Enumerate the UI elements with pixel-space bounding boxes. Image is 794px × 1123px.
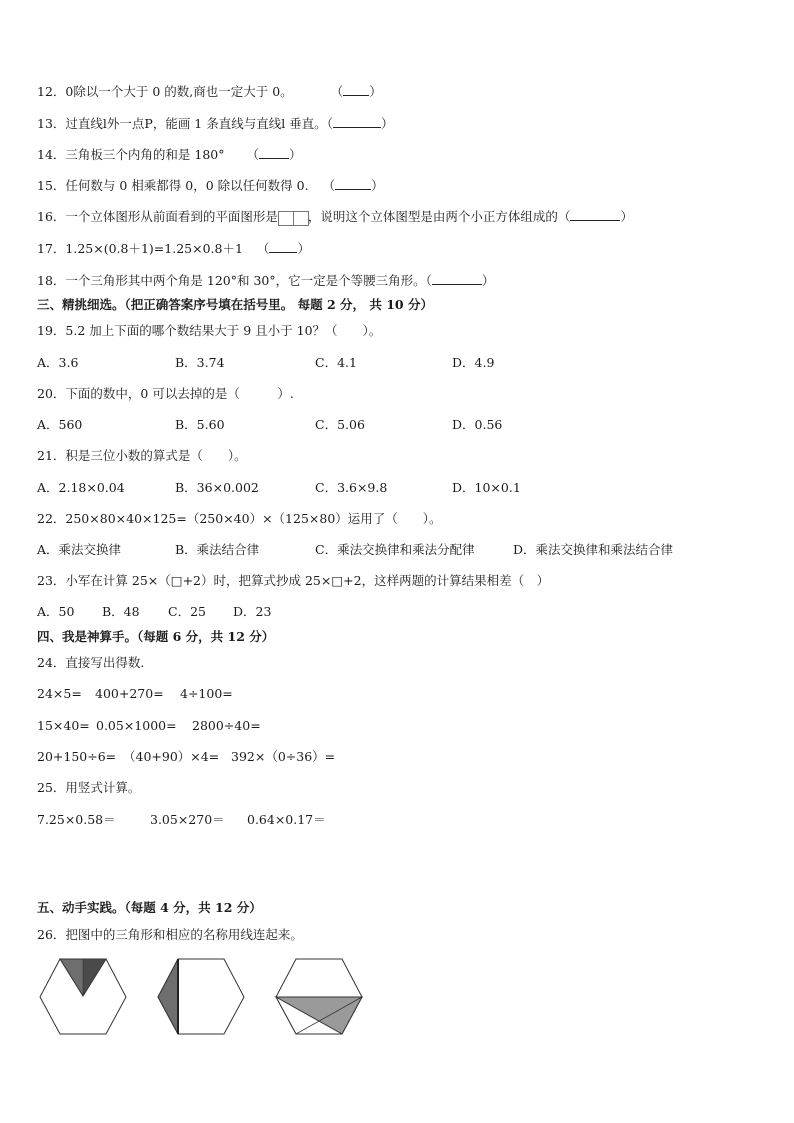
section-4-title: 四、我是神算手。（每题 6 分，共 12 分） — [37, 629, 275, 644]
answer-blank-17[interactable] — [269, 240, 297, 253]
vertical-calc-item: 7.25×0.58＝ — [37, 812, 116, 827]
answer-blank-13[interactable] — [333, 115, 381, 128]
vertical-calc-item: 3.05×270＝ — [150, 812, 225, 827]
option-c[interactable]: C．4.1 — [315, 355, 357, 370]
calc-item: 2800÷40= — [192, 718, 261, 733]
calc-row-1 — [37, 686, 757, 702]
question-17-text: 17．1.25×(0.8＋1)=1.25×0.8＋1 — [37, 241, 243, 256]
question-17: 17．1.25×(0.8＋1)=1.25×0.8＋1 （ ） — [37, 241, 310, 256]
vertical-calc-row — [37, 812, 757, 828]
question-23: 23．小军在计算 25×（□+2）时，把算式抄成 25×□+2，这样两题的计算结果相差（ ） — [37, 573, 550, 588]
calc-row-2 — [37, 718, 757, 734]
question-16-text-before: 16．一个立体图形从前面看到的平面图形是 — [37, 209, 278, 224]
calc-item: （40+90）×4= — [123, 749, 220, 764]
question-24: 24．直接写出得数. — [37, 655, 145, 670]
option-a[interactable]: A．2.18×0.04 — [37, 480, 125, 495]
option-a[interactable]: A．3.6 — [37, 355, 79, 370]
option-a[interactable]: A．560 — [37, 417, 83, 432]
option-b[interactable]: B．36×0.002 — [175, 480, 259, 495]
question-13-text: 13．过直线l外一点P，能画 1 条直线与直线l 垂直。 — [37, 116, 327, 131]
question-13: 13．过直线l外一点P，能画 1 条直线与直线l 垂直。（ ） — [37, 116, 394, 131]
hexagon-figure-1 — [38, 958, 128, 1036]
question-18-text: 18．一个三角形其中两个角是 120°和 30°，它一定是个等腰三角形。 — [37, 273, 426, 288]
question-12: 12．0除以一个大于 0 的数,商也一定大于 0。 （ ） — [37, 84, 382, 99]
calc-item: 4÷100= — [180, 686, 233, 701]
question-22-options — [37, 542, 757, 558]
question-14-text: 14．三角板三个内角的和是 180° — [37, 147, 225, 162]
question-19: 19．5.2 加上下面的哪个数结果大于 9 且小于 10？（ ）。 — [37, 323, 382, 338]
question-26: 26．把图中的三角形和相应的名称用线连起来。 — [37, 927, 303, 942]
hexagon-figure-3 — [274, 958, 364, 1036]
section-5-title: 五、动手实践。（每题 4 分，共 12 分） — [37, 900, 262, 915]
question-14: 14．三角板三个内角的和是 180° （ ） — [37, 147, 302, 162]
option-b[interactable]: B．5.60 — [175, 417, 225, 432]
question-16: 16．一个立体图形从前面看到的平面图形是 ，说明这个立体图型是由两个小正方体组成的（ ） — [37, 209, 633, 224]
question-19-options — [37, 355, 757, 371]
calc-item: 20+150÷6= — [37, 749, 117, 764]
option-d[interactable]: D．乘法交换律和乘法结合律 — [513, 542, 674, 557]
option-b[interactable]: B．乘法结合律 — [175, 542, 260, 557]
option-a[interactable]: A．50 — [37, 604, 75, 619]
option-d[interactable]: D．4.9 — [452, 355, 495, 370]
question-15-text: 15．任何数与 0 相乘都得 0，0 除以任何数得 0. — [37, 178, 309, 193]
question-18: 18．一个三角形其中两个角是 120°和 30°，它一定是个等腰三角形。（ ） — [37, 273, 495, 288]
answer-blank-15[interactable] — [335, 177, 371, 190]
option-b[interactable]: B．3.74 — [175, 355, 225, 370]
section-3-title: 三、精挑细选。（把正确答案序号填在括号里。 每题 2 分， 共 10 分） — [37, 297, 433, 312]
two-squares-figure — [278, 210, 308, 226]
answer-blank-12[interactable] — [343, 83, 369, 96]
question-20-options — [37, 417, 757, 433]
calc-item: 24×5= — [37, 686, 82, 701]
option-d[interactable]: D．10×0.1 — [452, 480, 521, 495]
option-d[interactable]: D．0.56 — [452, 417, 503, 432]
question-25: 25．用竖式计算。 — [37, 780, 141, 795]
answer-blank-16[interactable] — [570, 208, 620, 221]
vertical-calc-item: 0.64×0.17＝ — [247, 812, 326, 827]
question-21: 21．积是三位小数的算式是（ ）。 — [37, 448, 247, 463]
question-23-options — [37, 604, 757, 620]
calc-row-3 — [37, 749, 757, 765]
answer-blank-14[interactable] — [259, 146, 289, 159]
option-c[interactable]: C．5.06 — [315, 417, 365, 432]
question-15: 15．任何数与 0 相乘都得 0，0 除以任何数得 0. （ ） — [37, 178, 384, 193]
option-b[interactable]: B．48 — [102, 604, 140, 619]
calc-item: 15×40= — [37, 718, 90, 733]
option-c[interactable]: C．3.6×9.8 — [315, 480, 388, 495]
hexagon-figure-2 — [156, 958, 246, 1036]
calc-item: 400+270= — [95, 686, 164, 701]
option-c[interactable]: C．25 — [168, 604, 206, 619]
answer-blank-18[interactable] — [432, 272, 482, 285]
calc-item: 0.05×1000= — [96, 718, 177, 733]
option-d[interactable]: D．23 — [233, 604, 272, 619]
option-c[interactable]: C．乘法交换律和乘法分配律 — [315, 542, 475, 557]
question-21-options — [37, 480, 757, 496]
question-12-text: 12．0除以一个大于 0 的数,商也一定大于 0。 — [37, 84, 293, 99]
question-20: 20．下面的数中，0 可以去掉的是（ ）. — [37, 386, 294, 401]
question-22: 22．250×80×40×125=（250×40）×（125×80）运用了（ ）。 — [37, 511, 442, 526]
calc-item: 392×（0÷36）= — [231, 749, 336, 764]
question-16-text-after: ，说明这个立体图型是由两个小正方体组成的 — [307, 209, 558, 224]
option-a[interactable]: A．乘法交换律 — [37, 542, 122, 557]
